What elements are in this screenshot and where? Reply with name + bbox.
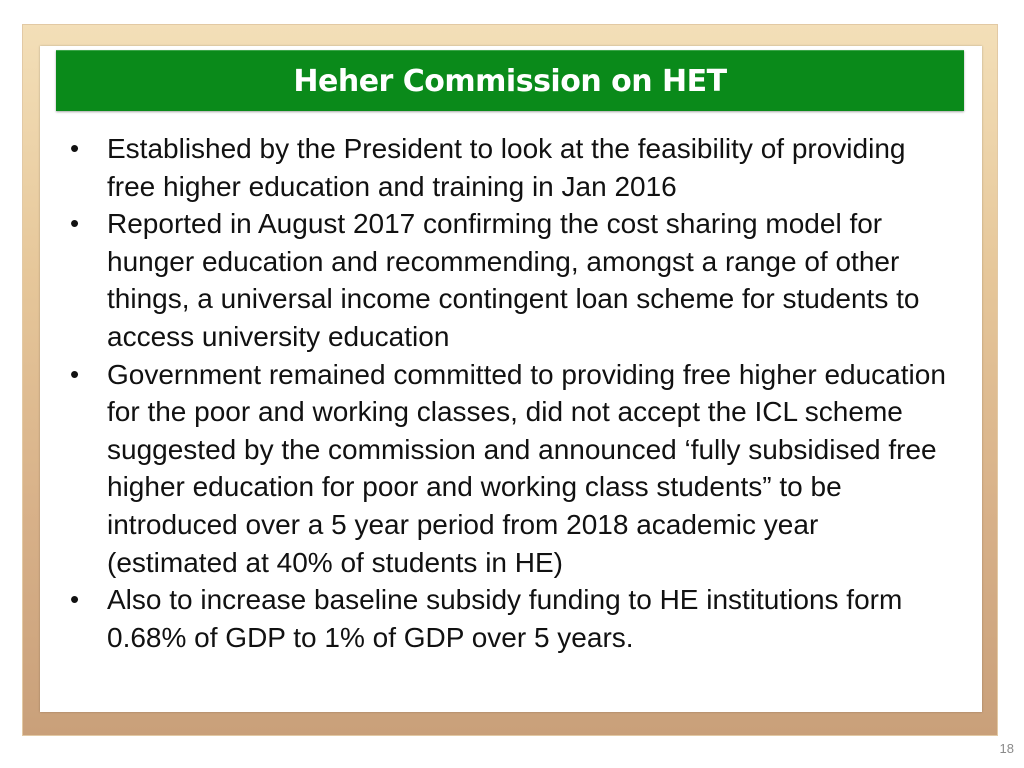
bullet-item bbox=[66, 581, 946, 656]
bullet-list bbox=[66, 130, 946, 656]
bullet-item bbox=[66, 130, 946, 205]
bullet-text: Established by the President to look at the feasibility of providing free higher education and training in Jan 2016 bbox=[107, 133, 906, 202]
bullet-marker: • bbox=[70, 584, 80, 615]
slide-title: Heher Commission on HET bbox=[293, 63, 727, 99]
bullet-marker: • bbox=[70, 133, 80, 163]
title-bar bbox=[56, 50, 964, 111]
bullet-marker: • bbox=[70, 358, 80, 389]
bullet-item bbox=[66, 356, 946, 582]
bullet-text: Government remained committed to providing free higher education for the poor and working classes, did not accept the ICL scheme suggested by the commission and announced ‘fully subsidised free higher education for poor and working class students” to be introduced over a 5 year period from 2018 academic year (estimated at 40% of students in HE) bbox=[107, 358, 946, 578]
bullet-text: Reported in August 2017 confirming the cost sharing model for hunger education and recommending, amongst a range of other things, a universal income contingent loan scheme for students to access university education bbox=[107, 208, 920, 352]
bullet-item bbox=[66, 205, 946, 355]
bullet-marker: • bbox=[70, 208, 80, 239]
page-number: 18 bbox=[999, 741, 1014, 756]
bullet-text: Also to increase baseline subsidy funding to HE institutions form 0.68% of GDP to 1% of GDP over 5 years. bbox=[107, 584, 903, 653]
